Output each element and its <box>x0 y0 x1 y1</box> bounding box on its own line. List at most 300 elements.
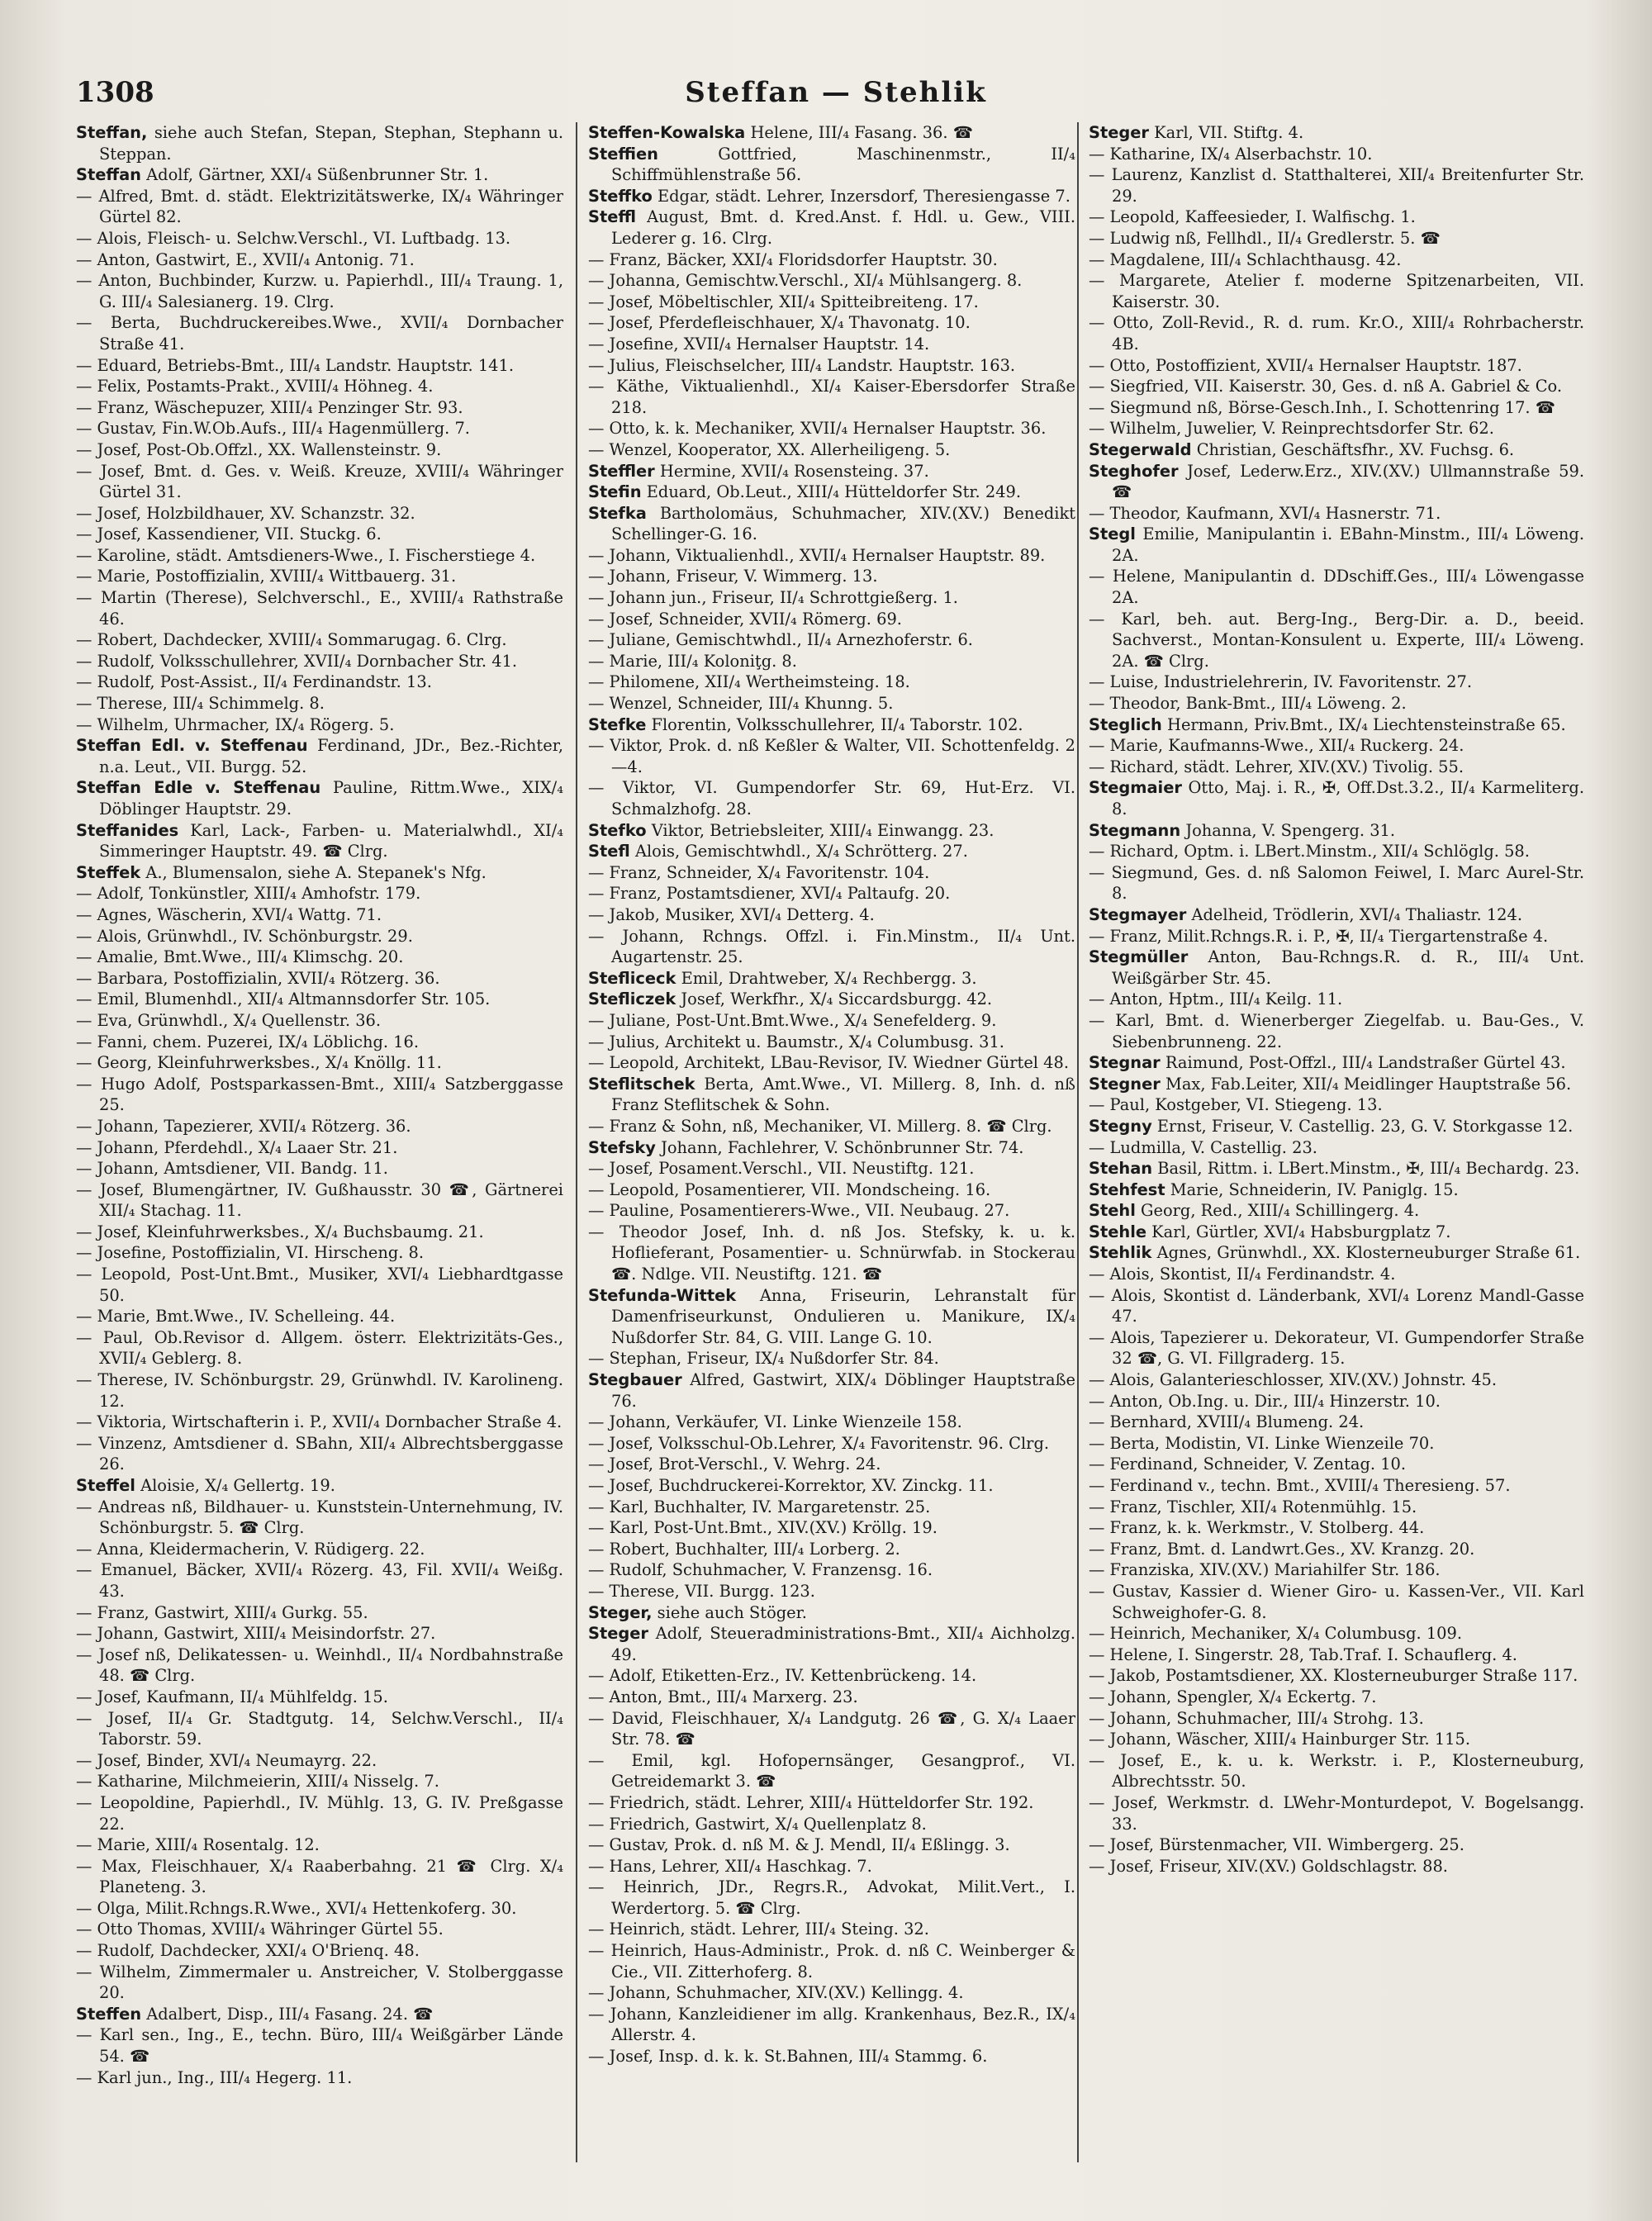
entry-details: — Franz, Milit.Rchngs.R. i. P., ✠, II/₄ Tiergartenstraße 4. <box>1089 926 1549 946</box>
entry-details: siehe auch Stöger. <box>657 1602 807 1622</box>
directory-entry <box>76 1539 563 1560</box>
entry-details: Georg, Red., XIII/₄ Schillingerg. 4. <box>1141 1201 1420 1221</box>
entry-details: — Josefine, Postoffizialin, VI. Hirscheng. 8. <box>76 1243 425 1263</box>
entry-details: — Anton, Bmt., III/₄ Marxerg. 23. <box>588 1687 858 1706</box>
entry-details: Emil, Drahtweber, X/₄ Rechbergg. 3. <box>681 968 977 988</box>
entry-details: — Josef, Insp. d. k. k. St.Bahnen, III/₄ Stammg. 6. <box>588 2047 988 2067</box>
directory-entry <box>76 1369 563 1412</box>
entry-details: — Juliane, Post-Unt.Bmt.Wwe., X/₄ Senefelderg. 9. <box>588 1010 997 1030</box>
entry-details: — Karl, Post-Unt.Bmt., XIV.(XV.) Kröllg. 19. <box>588 1518 938 1538</box>
entry-details: Emilie, Manipulantin i. EBahn-Minstm., III/₄ Löweng. 2A. <box>1112 524 1584 565</box>
entry-details: — Philomene, XII/₄ Wertheimsteing. 18. <box>588 672 910 692</box>
entry-details: — Franziska, XIV.(XV.) Mariahilfer Str. 186. <box>1089 1560 1441 1580</box>
entry-surname: Steglich <box>1089 714 1162 734</box>
directory-entry <box>76 355 563 377</box>
directory-entry <box>1089 609 1584 672</box>
directory-entry <box>1089 270 1584 312</box>
entry-details: — David, Fleischhauer, X/₄ Landgutg. 26 ☎, G. X/₄ Laaer Str. 78. ☎ <box>588 1708 1075 1749</box>
directory-entry <box>588 1179 1075 1201</box>
directory-entry <box>76 735 563 777</box>
directory-entry <box>1089 312 1584 354</box>
entry-details: — Karl, beh. aut. Berg-Ing., Berg-Dir. a. D., beeid. Sachverst., Montan-Konsulent u. Experte, III/₄ Löweng. 2A. ☎ Clrg. <box>1089 609 1584 671</box>
column-divider <box>576 122 577 2162</box>
entry-details: Marie, Schneiderin, IV. Paniglg. 15. <box>1170 1179 1459 1199</box>
directory-entry <box>588 587 1075 609</box>
directory-entry <box>1089 820 1584 842</box>
entry-details: — Otto, k. k. Mechaniker, XVII/₄ Hernalser Hauptstr. 36. <box>588 419 1047 439</box>
entry-details: — Karl sen., Ing., E., techn. Büro, III/₄ Weißgärber Lände 54. ☎ <box>76 2025 563 2067</box>
entry-details: — Franz, Schneider, X/₄ Favoritenstr. 104. <box>588 862 930 882</box>
entry-details: — Otto Thomas, XVIII/₄ Währinger Gürtel 55. <box>76 1920 444 1939</box>
entry-details: — Josef nß, Delikatessen- u. Weinhdl., II/₄ Nordbahnstraße 48. ☎ Clrg. <box>76 1644 563 1686</box>
entry-details: — Leopold, Post-Unt.Bmt., Musiker, XVI/₄ Liebhardtgasse 50. <box>76 1265 563 1305</box>
entry-details: — Viktor, Prok. d. nß Keßler & Walter, VII. Schottenfeldg. 2—4. <box>588 736 1075 776</box>
entry-details: — Franz, Bäcker, XXI/₄ Floridsdorfer Hauptstr. 30. <box>588 249 998 269</box>
entry-details: — Josefine, XVII/₄ Hernalser Hauptstr. 14. <box>588 334 930 354</box>
directory-entry <box>1089 1116 1584 1137</box>
entry-surname: Steger <box>588 1624 648 1644</box>
directory-entry <box>76 989 563 1010</box>
entry-details: — Heinrich, Haus-Administr., Prok. d. nß C. Weinberger & Cie., VII. Zitterhoferg. 8. <box>588 1941 1075 1981</box>
directory-entry <box>588 292 1075 313</box>
entry-details: — Alois, Fleisch- u. Selchw.Verschl., VI. Luftbadg. 13. <box>76 228 511 248</box>
entry-details: — Josef, Binder, XVI/₄ Neumayrg. 22. <box>76 1750 377 1770</box>
directory-entry <box>588 1581 1075 1602</box>
directory-entry <box>588 1032 1075 1053</box>
directory-entry <box>588 777 1075 819</box>
directory-entry <box>76 651 563 672</box>
entry-details: Alfred, Gastwirt, XIX/₄ Döblinger Hauptstraße 76. <box>611 1370 1075 1411</box>
entry-details: — Martin (Therese), Selchverschl., E., XVIII/₄ Rathstraße 46. <box>76 588 563 629</box>
directory-entry <box>1089 206 1584 228</box>
directory-entry <box>588 629 1075 651</box>
entry-details: — Ferdinand, Schneider, V. Zentag. 10. <box>1089 1455 1407 1474</box>
entry-details: — Emil, kgl. Hofopernsänger, Gesangprof., VI. Getreidemarkt 3. ☎ <box>588 1750 1075 1792</box>
directory-entry <box>76 1116 563 1137</box>
entry-details: — Paul, Ob.Revisor d. Allgem. österr. Elektrizitäts-Ges., XVII/₄ Geblerg. 8. <box>76 1327 563 1369</box>
directory-entry <box>1089 1158 1584 1179</box>
entry-details: — Wilhelm, Juwelier, V. Reinprechtsdorfer Str. 62. <box>1089 419 1494 439</box>
entry-details: — Adolf, Tonkünstler, XIII/₄ Amhofstr. 179. <box>76 884 421 904</box>
directory-entry <box>1089 1391 1584 1412</box>
directory-entry <box>76 228 563 249</box>
directory-entry <box>1089 397 1584 419</box>
entry-surname: Steffan, <box>76 123 148 142</box>
directory-entry <box>1089 1581 1584 1623</box>
entry-details: — Alois, Skontist, II/₄ Ferdinandstr. 4. <box>1089 1265 1396 1284</box>
entry-details: — Josef, Holzbildhauer, XV. Schanzstr. 32. <box>76 503 415 523</box>
entry-details: — Otto, Postoffizient, XVII/₄ Hernalser Hauptstr. 187. <box>1089 355 1522 375</box>
entry-surname: Steffen <box>76 2004 142 2024</box>
column-2 <box>588 122 1075 2067</box>
directory-entry <box>1089 989 1584 1010</box>
directory-entry <box>1089 947 1584 989</box>
entry-details: Alois, Gemischtwhdl., X/₄ Schrötterg. 27. <box>634 842 968 861</box>
entry-details: Otto, Maj. i. R., ✠, Off.Dst.3.2., II/₄ Karmeliterg. 8. <box>1112 778 1584 819</box>
entry-surname: Steffler <box>588 461 655 481</box>
entry-details: Johann, Fachlehrer, V. Schönbrunner Str. 74. <box>661 1137 1024 1157</box>
directory-entry <box>1089 439 1584 461</box>
directory-entry <box>588 1074 1075 1116</box>
entry-details: — Heinrich, JDr., Regrs.R., Advokat, Milit.Vert., I. Werdertorg. 5. ☎ Clrg. <box>588 1877 1075 1918</box>
entry-details: — Georg, Kleinfuhrwerksbes., X/₄ Knöllg. 11. <box>76 1053 442 1073</box>
entry-details: — Anton, Hptm., III/₄ Keilg. 11. <box>1089 989 1343 1009</box>
directory-entry <box>588 2004 1075 2046</box>
directory-entry <box>588 249 1075 271</box>
directory-entry <box>1089 228 1584 249</box>
directory-entry <box>1089 1729 1584 1750</box>
directory-entry <box>76 926 563 947</box>
entry-details: Johanna, V. Spengerg. 31. <box>1185 820 1396 840</box>
directory-entry <box>1089 1687 1584 1708</box>
directory-entry <box>76 545 563 567</box>
directory-entry <box>1089 1475 1584 1497</box>
directory-entry <box>76 1497 563 1539</box>
directory-entry <box>588 714 1075 736</box>
entry-details: Raimund, Post-Offzl., III/₄ Landstraßer Gürtel 43. <box>1165 1053 1566 1073</box>
entry-details: Aloisie, X/₄ Gellertg. 19. <box>140 1476 335 1495</box>
entry-details: — Josef, Volksschul-Ob.Lehrer, X/₄ Favoritenstr. 96. Clrg. <box>588 1433 1050 1453</box>
entry-details: — Johann jun., Friseur, II/₄ Schrottgießerg. 1. <box>588 588 958 608</box>
entry-details: — Laurenz, Kanzlist d. Statthalterei, XII/₄ Breitenfurter Str. 29. <box>1089 165 1584 206</box>
directory-entry <box>76 1264 563 1306</box>
directory-entry <box>1089 1074 1584 1095</box>
directory-entry <box>1089 1412 1584 1433</box>
directory-entry <box>1089 1433 1584 1455</box>
entry-details: — Alois, Skontist d. Länderbank, XVI/₄ Lorenz Mandl-Gasse 47. <box>1089 1285 1584 1326</box>
directory-entry <box>76 439 563 461</box>
entry-details: — Johann, Wäscher, XIII/₄ Hainburger Str. 115. <box>1089 1730 1471 1749</box>
entry-details: — Wenzel, Kooperator, XX. Allerheiligeng. 5. <box>588 439 951 459</box>
entry-details: — Berta, Modistin, VI. Linke Wienzeile 70. <box>1089 1433 1435 1453</box>
entry-details: — Johanna, Gemischtw.Verschl., XI/₄ Mühlsangerg. 8. <box>588 271 1023 291</box>
directory-entry <box>76 1602 563 1624</box>
entry-details: — Josef, Werkmstr. d. LWehr-Monturdepot, V. Bogelsangg. 33. <box>1089 1792 1584 1834</box>
entry-details: — Marie, III/₄ Koloniţg. 8. <box>588 651 797 671</box>
entry-details: — Ferdinand v., techn. Bmt., XVIII/₄ Theresieng. 57. <box>1089 1476 1511 1495</box>
directory-entry <box>76 904 563 926</box>
entry-details: — Heinrich, städt. Lehrer, III/₄ Steing. 32. <box>588 1920 929 1939</box>
entry-details: — Johann, Friseur, V. Wimmerg. 13. <box>588 567 878 586</box>
directory-entry <box>1089 1327 1584 1369</box>
entry-details: — Bernhard, XVIII/₄ Blumeng. 24. <box>1089 1412 1365 1432</box>
entry-surname: Stegner <box>1089 1074 1161 1094</box>
directory-entry <box>588 1497 1075 1518</box>
directory-entry <box>588 503 1075 545</box>
entry-details: Gottfried, Maschinenmstr., II/₄ Schiffmühlenstraße 56. <box>611 144 1075 185</box>
directory-entry <box>588 1750 1075 1792</box>
entry-details: — Franz, Tischler, XII/₄ Rotenmühlg. 15. <box>1089 1497 1417 1516</box>
directory-entry <box>76 777 563 819</box>
directory-entry <box>588 841 1075 862</box>
directory-entry <box>588 1982 1075 2004</box>
entry-surname: Steflitschek <box>588 1074 695 1094</box>
entry-details: Helene, III/₄ Fasang. 36. ☎ <box>750 123 973 142</box>
entry-surname: Steffek <box>76 862 141 882</box>
directory-entry <box>588 904 1075 926</box>
directory-entry <box>76 1919 563 1940</box>
directory-entry <box>1089 1242 1584 1264</box>
directory-entry <box>76 862 563 884</box>
directory-entry <box>588 482 1075 503</box>
directory-entry <box>588 1877 1075 1919</box>
directory-entry <box>588 1348 1075 1369</box>
entry-details: — Wenzel, Schneider, III/₄ Khunng. 5. <box>588 694 894 714</box>
entry-details: A., Blumensalon, siehe A. Stepanek's Nfg. <box>145 862 487 882</box>
directory-entry <box>1089 1285 1584 1327</box>
directory-entry <box>76 1032 563 1053</box>
entry-details: — Siegmund nß, Börse-Gesch.Inh., I. Schottenring 17. ☎ <box>1089 397 1555 417</box>
entry-details: — Pauline, Posamentierers-Wwe., VII. Neubaug. 27. <box>588 1201 1010 1221</box>
entry-details: — Otto, Zoll-Revid., R. d. rum. Kr.O., XIII/₄ Rohrbacherstr. 4B. <box>1089 313 1584 354</box>
entry-details: — Johann, Schuhmacher, III/₄ Strohg. 13. <box>1089 1708 1424 1728</box>
entry-details: — Franz, k. k. Werkmstr., V. Stolberg. 44. <box>1089 1518 1425 1538</box>
directory-entry <box>1089 1559 1584 1581</box>
entry-surname: Steffanides <box>76 820 179 840</box>
entry-details: — Alois, Grünwhdl., IV. Schönburgstr. 29. <box>76 926 413 946</box>
directory-entry <box>76 1559 563 1602</box>
entry-details: — Andreas nß, Bildhauer- u. Kunststein-Unternehmung, IV. Schönburgstr. 5. ☎ Clrg. <box>76 1497 563 1538</box>
entry-details: — Heinrich, Mechaniker, X/₄ Columbusg. 109. <box>1089 1624 1463 1644</box>
entry-details: — Karl, Bmt. d. Wienerberger Ziegelfab. u. Bau-Ges., V. Siebenbrunneng. 22. <box>1089 1010 1584 1051</box>
entry-details: Hermine, XVII/₄ Rosensteing. 37. <box>659 461 929 481</box>
directory-entry <box>588 376 1075 418</box>
entry-details: — Eduard, Betriebs-Bmt., III/₄ Landstr. Hauptstr. 141. <box>76 355 515 375</box>
entry-details: — Paul, Kostgeber, VI. Stiegeng. 13. <box>1089 1095 1383 1115</box>
directory-entry <box>588 186 1075 207</box>
directory-entry <box>1089 693 1584 714</box>
entry-details: Basil, Rittm. i. LBert.Minstm., ✠, III/₄ Bechardg. 23. <box>1157 1159 1580 1179</box>
entry-surname: Steffan Edl. v. Steffenau <box>76 736 308 756</box>
directory-entry <box>588 1158 1075 1179</box>
entry-details: Karl, Gürtler, XVI/₄ Habsburgplatz 7. <box>1151 1222 1451 1241</box>
directory-entry <box>588 1602 1075 1624</box>
entry-surname: Stehle <box>1089 1222 1146 1241</box>
directory-entry <box>76 947 563 968</box>
directory-entry <box>588 1792 1075 1814</box>
directory-entry <box>1089 1623 1584 1644</box>
directory-entry <box>1089 904 1584 926</box>
directory-entry <box>588 1517 1075 1539</box>
entry-details: — Josef, Schneider, XVII/₄ Römerg. 69. <box>588 609 902 629</box>
directory-entry <box>588 862 1075 884</box>
entry-details: Florentin, Volksschullehrer, II/₄ Taborstr. 102. <box>651 714 1023 734</box>
entry-details: — Josef, Blumengärtner, IV. Gußhausstr. 30 ☎, Gärtnerei XII/₄ Stachag. 11. <box>76 1179 563 1221</box>
directory-entry <box>588 883 1075 904</box>
entry-surname: Steffko <box>588 186 653 206</box>
entry-surname: Stegmaier <box>1089 778 1182 798</box>
entry-details: — Julius, Fleischselcher, III/₄ Landstr. Hauptstr. 163. <box>588 355 1016 375</box>
directory-entry <box>588 461 1075 482</box>
entry-details: — Gustav, Prok. d. nß M. & J. Mendl, II/₄ Eßlingg. 3. <box>588 1835 1010 1855</box>
entry-details: — Johann, Schuhmacher, XIV.(XV.) Kellingg. 4. <box>588 1983 964 2003</box>
directory-entry <box>76 714 563 736</box>
directory-entry <box>588 418 1075 439</box>
directory-entry <box>588 1052 1075 1074</box>
directory-entry <box>588 968 1075 989</box>
entry-details: Anton, Bau-Rchngs.R. d. R., III/₄ Unt. Weißgärber Str. 45. <box>1112 947 1584 988</box>
entry-surname: Stegl <box>1089 524 1136 544</box>
entry-details: Pauline, Rittm.Wwe., XIX/₄ Döblinger Hauptstr. 29. <box>99 778 563 819</box>
directory-entry <box>1089 144 1584 165</box>
directory-entry <box>588 1856 1075 1877</box>
entry-details: — Josef, Friseur, XIV.(XV.) Goldschlagstr. 88. <box>1089 1856 1448 1876</box>
directory-entry <box>588 439 1075 461</box>
entry-details: — Amalie, Bmt.Wwe., III/₄ Klimschg. 20. <box>76 947 404 967</box>
entry-surname: Stegny <box>1089 1116 1152 1136</box>
entry-details: August, Bmt. d. Kred.Anst. f. Hdl. u. Gew., VIII. Lederer g. 16. Clrg. <box>611 207 1075 248</box>
entry-details: — Therese, VII. Burgg. 123. <box>588 1581 815 1601</box>
entry-details: — Karl, Buchhalter, IV. Margaretenstr. 25. <box>588 1497 931 1516</box>
directory-entry <box>588 545 1075 567</box>
entry-details: — Hans, Lehrer, XII/₄ Haschkag. 7. <box>588 1856 872 1876</box>
entry-details: — Josef, E., k. u. k. Werkstr. i. P., Klosterneuburg, Albrechtsstr. 50. <box>1089 1750 1584 1792</box>
entry-details: — Friedrich, städt. Lehrer, XIII/₄ Hütteldorfer Str. 192. <box>588 1792 1034 1812</box>
entry-surname: Stegbauer <box>588 1370 682 1390</box>
entry-surname: Stefke <box>588 714 647 734</box>
directory-entry <box>76 1074 563 1116</box>
entry-details: — Emanuel, Bäcker, XVII/₄ Rözerg. 43, Fil. XVII/₄ Weißg. 43. <box>76 1560 563 1601</box>
directory-entry <box>1089 122 1584 144</box>
entry-details: — Barbara, Postoffizialin, XVII/₄ Rötzerg. 36. <box>76 968 440 988</box>
directory-entry <box>76 1242 563 1264</box>
directory-entry <box>76 693 563 714</box>
directory-entry <box>76 1687 563 1708</box>
directory-entry <box>1089 1369 1584 1391</box>
directory-entry <box>76 1940 563 1962</box>
entry-details: — Johann, Gastwirt, XIII/₄ Meisindorfstr. 27. <box>76 1624 436 1644</box>
entry-details: — Leopold, Architekt, LBau-Revisor, IV. Wiedner Gürtel 48. <box>588 1053 1070 1073</box>
entry-details: — Margarete, Atelier f. moderne Spitzenarbeiten, VII. Kaiserstr. 30. <box>1089 271 1584 311</box>
directory-entry <box>76 1475 563 1497</box>
directory-entry <box>588 1665 1075 1687</box>
entry-details: — Luise, Industrielehrerin, IV. Favoritenstr. 27. <box>1089 672 1473 692</box>
entry-details: siehe auch Stefan, Stepan, Stephan, Stephann u. Steppan. <box>99 123 563 164</box>
directory-entry <box>588 1919 1075 1940</box>
directory-entry <box>1089 1834 1584 1856</box>
entry-surname: Steffen-Kowalska <box>588 123 746 142</box>
directory-entry <box>1089 1497 1584 1518</box>
directory-entry <box>1089 862 1584 904</box>
page-title: Steffan — Stehlik <box>685 76 987 109</box>
entry-details: — Felix, Postamts-Prakt., XVIII/₄ Höhneg. 4. <box>76 377 434 396</box>
directory-entry <box>76 418 563 439</box>
entry-details: — Johann, Pferdehdl., X/₄ Laaer Str. 21. <box>76 1137 398 1157</box>
entry-details: Berta, Amt.Wwe., VI. Millerg. 8, Inh. d. nß Franz Steflitschek & Sohn. <box>611 1074 1075 1115</box>
directory-entry <box>588 651 1075 672</box>
entry-details: — Siegfried, VII. Kaiserstr. 30, Ges. d. nß A. Gabriel & Co. <box>1089 377 1563 396</box>
directory-entry <box>588 693 1075 714</box>
entry-details: — Richard, Optm. i. LBert.Minstm., XII/₄ Schlöglg. 58. <box>1089 842 1530 861</box>
entry-surname: Stefin <box>588 482 642 502</box>
directory-entry <box>588 1814 1075 1835</box>
entry-details: — Josef, Bürstenmacher, VII. Wimbergerg. 25. <box>1089 1835 1464 1855</box>
directory-entry <box>588 1475 1075 1497</box>
entry-details: — Vinzenz, Amtsdiener d. SBahn, XII/₄ Albrechtsberggasse 26. <box>76 1433 563 1474</box>
directory-entry <box>76 1222 563 1243</box>
directory-entry <box>588 1834 1075 1856</box>
directory-entry <box>1089 1644 1584 1666</box>
directory-entry <box>76 1962 563 2004</box>
directory-entry <box>588 1623 1075 1665</box>
entry-details: — Olga, Milit.Rchngs.R.Wwe., XVI/₄ Hettenkoferg. 30. <box>76 1898 517 1918</box>
directory-entry <box>588 820 1075 842</box>
directory-entry <box>1089 1179 1584 1201</box>
column-1 <box>76 122 563 2088</box>
entry-details: — Theodor, Bank-Bmt., III/₄ Löweng. 2. <box>1089 694 1407 714</box>
directory-entry <box>588 1940 1075 1982</box>
entry-details: — Katharine, IX/₄ Alserbachstr. 10. <box>1089 144 1373 164</box>
entry-details: — Max, Fleischhauer, X/₄ Raaberbahng. 21 ☎ Clrg. X/₄ Planeteng. 3. <box>76 1856 563 1897</box>
entry-surname: Stefunda-Wittek <box>588 1285 737 1305</box>
directory-entry <box>1089 461 1584 503</box>
directory-entry <box>1089 249 1584 271</box>
entry-details: — Fanni, chem. Puzerei, IX/₄ Löblichg. 16. <box>76 1032 420 1051</box>
entry-details: Max, Fab.Leiter, XII/₄ Meidlinger Hauptstraße 56. <box>1165 1074 1572 1094</box>
directory-entry <box>588 1222 1075 1285</box>
directory-entry <box>76 1327 563 1369</box>
entry-details: — Josef, II/₄ Gr. Stadtgutg. 14, Selchw.Verschl., II/₄ Taborstr. 59. <box>76 1708 563 1749</box>
entry-surname: Stegmann <box>1089 820 1181 840</box>
directory-entry <box>76 186 563 228</box>
entry-surname: Stefl <box>588 842 630 861</box>
directory-entry <box>1089 566 1584 608</box>
directory-entry <box>76 1137 563 1159</box>
directory-entry <box>588 144 1075 186</box>
directory-entry <box>76 1158 563 1179</box>
directory-entry <box>76 1792 563 1834</box>
directory-entry <box>588 1200 1075 1222</box>
directory-entry <box>588 1137 1075 1159</box>
directory-entry <box>1089 1222 1584 1243</box>
directory-entry <box>76 1412 563 1433</box>
entry-details: — Therese, III/₄ Schimmelg. 8. <box>76 694 325 714</box>
entry-details: — Friedrich, Gastwirt, X/₄ Quellenplatz 8. <box>588 1814 927 1834</box>
entry-details: Bartholomäus, Schuhmacher, XIV.(XV.) Benedikt Schellinger-G. 16. <box>611 503 1075 544</box>
entry-details: — Josef, Kassendiener, VII. Stuckg. 6. <box>76 524 382 544</box>
entry-details: — Berta, Buchdruckereibes.Wwe., XVII/₄ Dornbacher Straße 41. <box>76 313 563 354</box>
entry-details: — Johann, Rchngs. Offzl. i. Fin.Minstm., II/₄ Unt. Augartenstr. 25. <box>588 926 1075 967</box>
entry-details: — Viktor, VI. Gumpendorfer Str. 69, Hut-Erz. VI. Schmalzhofg. 28. <box>588 778 1075 819</box>
entry-surname: Stefliczek <box>588 989 676 1009</box>
entry-details: — Alfred, Bmt. d. städt. Elektrizitätswerke, IX/₄ Währinger Gürtel 82. <box>76 186 563 227</box>
directory-entry <box>1089 777 1584 819</box>
entry-details: — Therese, IV. Schönburgstr. 29, Grünwhdl. IV. Karolineng. 12. <box>76 1370 563 1411</box>
entry-details: — Alois, Galanterieschlosser, XIV.(XV.) Johnstr. 45. <box>1089 1370 1498 1390</box>
directory-entry <box>588 1412 1075 1433</box>
entry-surname: Steffan <box>76 165 141 185</box>
directory-entry <box>76 1644 563 1687</box>
directory-entry <box>588 1559 1075 1581</box>
directory-entry <box>76 164 563 186</box>
entry-details: Karl, VII. Stiftg. 4. <box>1154 123 1304 142</box>
entry-details: — Stephan, Friseur, IX/₄ Nußdorfer Str. 84. <box>588 1349 939 1369</box>
directory-entry <box>76 1306 563 1327</box>
entry-details: — Johann, Kanzleidiener im allg. Krankenhaus, Bez.R., IX/₄ Allerstr. 4. <box>588 2004 1075 2045</box>
directory-entry <box>76 461 563 503</box>
directory-entry <box>76 1708 563 1750</box>
entry-surname: Steffl <box>588 207 637 227</box>
entry-details: — Josef, Kleinfuhrwerksbes., X/₄ Buchsbaumg. 21. <box>76 1222 484 1241</box>
directory-entry <box>1089 1708 1584 1730</box>
entry-details: — Katharine, Milchmeierin, XIII/₄ Nisselg. 7. <box>76 1772 439 1792</box>
directory-entry <box>1089 1010 1584 1052</box>
entry-details: — Leopold, Kaffeesieder, I. Walfischg. 1. <box>1089 207 1416 227</box>
entry-details: — Marie, Bmt.Wwe., IV. Schelleing. 44. <box>76 1307 396 1326</box>
entry-details: — Josef, Posament.Verschl., VII. Neustiftg. 121. <box>588 1159 975 1179</box>
directory-entry <box>1089 1264 1584 1285</box>
entry-details: — Karl jun., Ing., III/₄ Hegerg. 11. <box>76 2067 353 2087</box>
